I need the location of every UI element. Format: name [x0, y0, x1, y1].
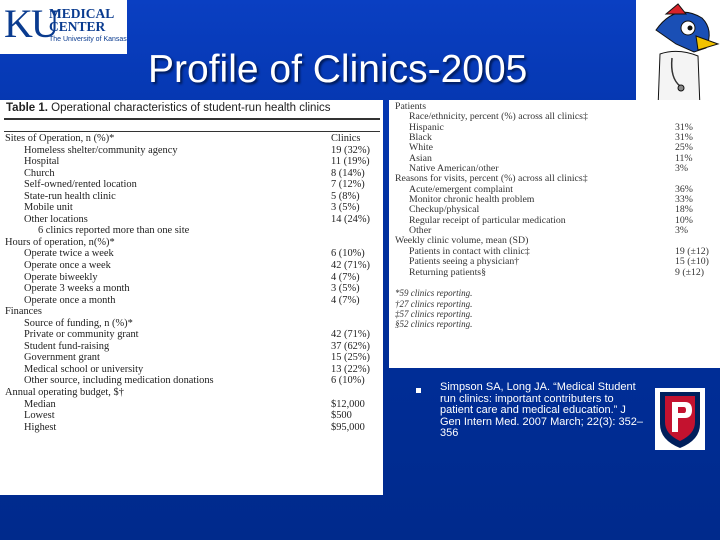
table-row-value: 13 (22%): [331, 363, 370, 375]
table-row: [0, 156, 383, 168]
table-caption-number: Table 1.: [6, 102, 48, 114]
table-row: [0, 399, 383, 411]
stats-row-label: Patients seeing a physician†: [409, 256, 520, 268]
table-row-value: $95,000: [331, 421, 365, 433]
stats-row-label: Native American/other: [409, 163, 499, 175]
table-row-label: Medical school or university: [24, 363, 144, 375]
stats-row-label: Acute/emergent complaint: [409, 183, 514, 195]
table-row-value: 37 (62%): [331, 340, 370, 352]
stats-table-body: [389, 102, 720, 330]
table-row: [0, 410, 383, 422]
table-row-label: Operate biweekly: [24, 271, 98, 283]
table-row-label: Other source, including medication donations: [24, 375, 214, 387]
table-row-value: 42 (71%): [331, 329, 370, 341]
stats-row-label: Other: [409, 225, 432, 237]
table-row: [0, 387, 383, 399]
table-row-value: $500: [331, 410, 352, 422]
table-row-label: Government grant: [24, 352, 100, 364]
table-row-label: Finances: [5, 306, 42, 318]
table-row: [0, 260, 383, 272]
table-row-value: 42 (71%): [331, 260, 370, 272]
stats-row-label: Reasons for visits, percent (%) across all clinics‡: [395, 173, 588, 185]
operational-characteristics-table: [0, 100, 383, 495]
logo-medical-center-text: [49, 7, 114, 33]
stats-row-label: Asian: [409, 152, 432, 164]
stats-row: [389, 319, 720, 329]
bullet-icon: [416, 388, 421, 393]
logo-university-text: The University of Kansas: [49, 36, 127, 43]
table-row: [0, 145, 383, 157]
table-header-rule: [4, 131, 380, 132]
stats-row-label: Regular receipt of particular medication: [409, 214, 566, 226]
stats-row: [389, 278, 720, 288]
table-row-label: Student fund-raising: [24, 340, 110, 352]
table-row: [0, 191, 383, 203]
table-row: [0, 272, 383, 284]
table-row-value: 6 (10%): [331, 375, 365, 387]
stats-row-value: 31%: [675, 132, 693, 144]
table-row-label: Lowest: [24, 410, 55, 422]
stats-row-label: Monitor chronic health problem: [409, 194, 535, 206]
stats-row: [389, 299, 720, 309]
stats-row-label: Hispanic: [409, 121, 444, 133]
table-caption: [6, 102, 331, 114]
table-row: [0, 306, 383, 318]
stats-row-value: 3%: [675, 163, 689, 175]
stats-row: [389, 268, 720, 278]
stats-row-label: §52 clinics reporting.: [395, 319, 473, 330]
table-row: [0, 341, 383, 353]
stats-row-label: Weekly clinic volume, mean (SD): [395, 235, 529, 247]
table-row-value: 3 (5%): [331, 283, 360, 295]
table-row-label: Self-owned/rented location: [24, 179, 137, 191]
table-row-label: Operate once a month: [24, 294, 116, 306]
stats-row-value: 33%: [675, 194, 693, 206]
table-row: [0, 422, 383, 434]
table-row: [0, 375, 383, 387]
stats-row-value: 31%: [675, 121, 693, 133]
stats-row: [389, 216, 720, 226]
stats-row-value: 11%: [675, 152, 693, 164]
table-row-value: 19 (32%): [331, 144, 370, 156]
stats-row-label: Checkup/physical: [409, 204, 480, 216]
stats-row-label: *59 clinics reporting.: [395, 288, 473, 299]
table-row-value: 8 (14%): [331, 167, 365, 179]
table-row: [0, 283, 383, 295]
stats-row-label: Patients in contact with clinic‡: [409, 245, 530, 257]
table-row-value: 14 (24%): [331, 213, 370, 225]
table-row-label: Highest: [24, 421, 57, 433]
stats-row-value: 9 (±12): [675, 266, 705, 278]
table-row-value: 5 (8%): [331, 190, 360, 202]
stats-row-value: 25%: [675, 142, 693, 154]
table-row: [0, 329, 383, 341]
table-row-label: 6 clinics reported more than one site: [38, 225, 190, 237]
table-caption-text: Operational characteristics of student-run health clinics: [51, 102, 331, 114]
table-row: [0, 225, 383, 237]
table-row-label: Church: [24, 167, 55, 179]
table-top-rule: [4, 118, 380, 120]
table-row-label: Hospital: [24, 156, 60, 168]
stats-row: [389, 133, 720, 143]
stats-row-label: †27 clinics reporting.: [395, 298, 473, 309]
slide-title: Profile of Clinics-2005: [148, 48, 528, 91]
table-row-value: 15 (25%): [331, 352, 370, 364]
table-row-label: Private or community grant: [24, 329, 139, 341]
table-row-value: $12,000: [331, 398, 365, 410]
stats-row-value: 3%: [675, 225, 689, 237]
stats-row: [389, 123, 720, 133]
stats-row-value: 19 (±12): [675, 245, 709, 257]
stats-row-label: White: [409, 142, 433, 154]
table-body: [0, 133, 383, 433]
table-row-value: 4 (7%): [331, 271, 360, 283]
stats-row-label: Patients: [395, 101, 427, 112]
table-row: [0, 133, 383, 145]
stats-row: [389, 257, 720, 267]
stats-row-value: 18%: [675, 204, 693, 216]
table-row: [0, 237, 383, 249]
stats-row-label: Returning patients§: [409, 266, 487, 278]
table-row-label: Annual operating budget, $†: [5, 387, 124, 399]
logo-medical: MEDICAL: [49, 6, 115, 21]
stats-row-value: 36%: [675, 183, 693, 195]
table-row-label: Median: [24, 398, 56, 410]
stats-row-label: Race/ethnicity, percent (%) across all clinics‡: [409, 111, 588, 123]
table-row-label: Operate once a week: [24, 260, 111, 272]
table-row: [0, 179, 383, 191]
stats-row: [389, 288, 720, 298]
ku-medical-center-logo: [0, 0, 127, 54]
table-row-label: Homeless shelter/community agency: [24, 144, 178, 156]
table-row-label: Mobile unit: [24, 202, 73, 214]
table-row-label: Operate twice a week: [24, 248, 114, 260]
table-row: [0, 202, 383, 214]
table-row-label: Hours of operation, n(%)*: [5, 236, 115, 248]
table-row-value: 7 (12%): [331, 179, 365, 191]
table-row: [0, 168, 383, 180]
table-row-label: Sites of Operation, n (%)*: [5, 133, 115, 144]
penn-shield-logo-icon: [655, 388, 705, 450]
table-row-label: Operate 3 weeks a month: [24, 283, 130, 295]
stats-row-value: 15 (±10): [675, 256, 709, 268]
column-header-clinics: Clinics: [331, 133, 361, 144]
table-row-label: Other locations: [24, 213, 88, 225]
stats-row-value: 10%: [675, 214, 693, 226]
logo-ku-text: KU: [4, 1, 58, 46]
table-row-value: 3 (5%): [331, 202, 360, 214]
table-row-value: 6 (10%): [331, 248, 365, 260]
table-row: [0, 364, 383, 376]
stats-row-label: ‡57 clinics reporting.: [395, 308, 473, 319]
table-row: [0, 318, 383, 330]
table-row-label: Source of funding, n (%)*: [24, 317, 133, 329]
table-row-label: State-run health clinic: [24, 190, 116, 202]
table-row-value: 4 (7%): [331, 294, 360, 306]
patient-statistics-table: [389, 100, 720, 368]
citation-text: Simpson SA, Long JA. “Medical Student run clinics: important contributers to patient care and medical education.” J Gen Intern Med. 2007 March; 22(3): 352–356: [440, 381, 644, 439]
table-row: [0, 214, 383, 226]
logo-center: CENTER: [49, 19, 106, 34]
stats-row: [389, 143, 720, 153]
stats-row-label: Black: [409, 132, 432, 144]
table-row: [0, 248, 383, 260]
table-row: [0, 352, 383, 364]
table-row-value: 11 (19%): [331, 156, 370, 168]
table-row: [0, 295, 383, 307]
stats-row: [389, 309, 720, 319]
